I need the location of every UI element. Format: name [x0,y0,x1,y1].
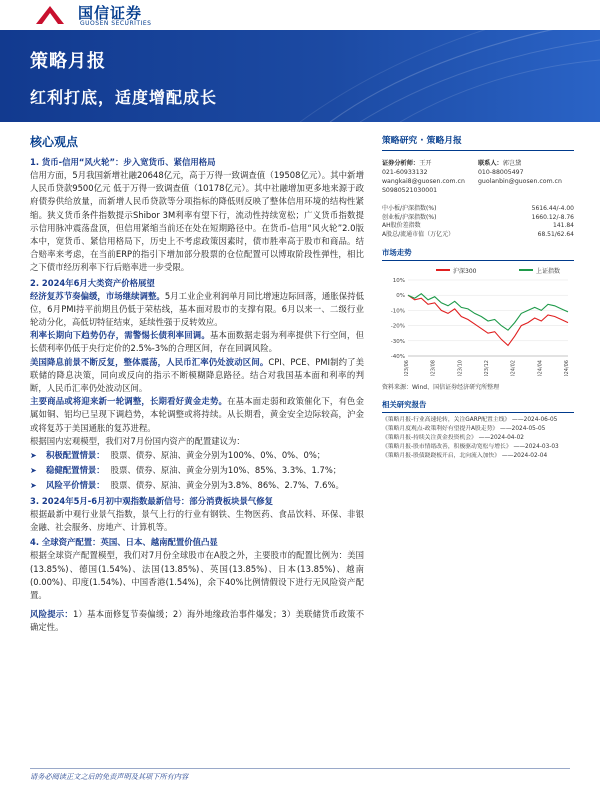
analyst-label: 证券分析师： [382,160,420,167]
series-line-0 [408,296,568,346]
related-report-link[interactable]: 《策略月报-行业高速轮转，关注GARP配置主线》 ——2024-06-05 [382,417,558,424]
subheading: 1. 货币-信用“风火轮”：步入宽货币、紧信用格局 [30,157,216,167]
logo-english: GUOSEN SECURITIES [80,20,152,27]
x-tick-label: 2023/08 [430,360,437,377]
index-name: 创业板/沪深指数(%) [382,213,437,221]
report-type: 策略月报 [30,51,106,72]
line-chart [382,276,574,376]
contact-label: 联系人： [478,160,503,167]
paragraph [30,329,364,355]
y-tick-label: -20% [390,323,405,330]
paragraph [30,508,364,534]
index-row [382,205,574,214]
allocation-label: 积极配置情景： [46,450,105,461]
y-tick-label: -10% [390,308,405,315]
y-tick-label: -30% [390,339,405,346]
report-title: 红利打底，适度增配成长 [30,88,218,107]
legend-swatch [436,269,450,271]
x-tick-label: 2023/12 [484,360,490,377]
contact-phone: 010-88005497 [478,169,524,176]
allocation-list [30,448,364,493]
index-row [382,222,574,231]
paragraph-text: 5月工业企业利润单月同比增速边际回落，通胀保持低位，6月PMI持平前期且仍低于荣枯线，基本面对股市的支撑有限。6月以来一、二级行业轮动分化，高低切特征结束，延续性强于反转效应。 [30,290,365,328]
chart-legend [382,264,574,276]
contact-name: 郭岂黛 [502,160,522,167]
footer-divider [30,768,570,769]
paragraph [30,169,364,275]
y-tick-label: 10% [392,278,405,285]
paragraph-text: CPI、PCE、PMI制约了美联储的降息决策，同向或反向的指示不断模糊降息路径。结合对我国基本面和利率的判断，人民币汇率仍处波动区间。 [30,356,364,394]
content-blocks-2 [30,495,364,602]
contact-email[interactable]: guolanbin@guosen.com.cn [478,178,562,185]
analyst-phone: 021-60933132 [382,169,428,176]
paragraph-lead: 经济复苏节奏偏缓，市场继续调整。 [30,290,165,301]
market-title: 市场走势 [382,247,574,261]
paragraph-text: 根据国内宏观模型，我们对7月份国内资产的配置建议为： [30,435,245,446]
section-title: 核心观点 [30,135,79,149]
arrow-right-icon: ➤ [30,451,37,461]
arrow-right-icon: ➤ [30,466,37,476]
x-tick-label: 2024/04 [537,360,544,377]
related-list [382,416,574,461]
related-report-link[interactable]: 《策略月报-股债跷跷板开启，北向流入加快》 ——2024-02-04 [382,453,548,460]
index-value: 141.84 [553,222,574,230]
index-table [382,205,574,239]
chart-source: 资料来源：Wind、国信证券经济研究所整理 [382,384,500,392]
logo-text: 国信证券 [78,4,143,22]
paragraph-text: 基本面数据走弱为利率提供下行空间，但长债利率仍低于央行定价的2.5%-3%的合理区间，存在回调风险。 [30,330,365,354]
legend-label: 上证指数 [535,267,560,275]
paragraph-text: 信用方面，5月我国新增社融20648亿元，高于万得一致调查值（19508亿元）。其中新增人民币贷款9500亿元 低于万得一致调查值（10178亿元）。其中社融增加更多地来源于政府债券供给放量，而新增人民币贷款等分项指标的降低则反映了整体信用环境的结构性紧缩。狭义货币条件指数提示Shibor 3M利率有望下行，流动性持续宽松；广义货币指数提示信用脉冲震荡盘顶，但信用紧缩当前还在处在短期路径中。在货币-信用“风火轮”2.0版本中，宽货币、紧信用格局下，历史上不考虑政策因素时，债市胜率高于股市和商品。结合赔率来考虑，在当前ERP的指引下增加部分股票的仓位配置可以博取阶段性弹性，相比之下债市经历利率下行后赔率进一步受限。 [30,170,364,273]
allocation-item [30,478,364,493]
subheading: 2. 2024年6月大类资产价格展望 [30,277,155,288]
allocation-item [30,448,364,463]
paragraph [30,435,364,448]
paragraph-text: 在基本面走弱和政策催化下，有色金属如铜、铝均已呈现下调趋势，本轮调整或将持续。从长期看，黄金安全边际较高，沪金或将复苏于美国通胀的复苏进程。 [30,396,365,433]
x-tick-label: 2023/10 [457,360,464,377]
allocation-label: 稳健配置情景： [46,465,105,476]
allocation-item [30,463,364,478]
analyst-name: 王开 [419,160,432,167]
banner-decoration [0,30,600,122]
allocation-text: 股票、债券、原油、黄金分别为100%、0%、0%、0%； [110,450,326,461]
x-tick-label: 2023/06 [404,360,410,377]
paragraph [30,549,364,602]
legend-item-hs300 [436,266,476,275]
related-report-link[interactable]: 《策略月报-持续关注黄金投资机会》 ——2024-04-02 [382,435,524,442]
allocation-text: 股票、债券、原油、黄金分别为3.8%、86%、2.7%、7.6%。 [110,480,344,491]
analyst-1 [382,159,478,195]
title-banner [0,30,600,122]
y-tick-label: 0% [396,293,405,300]
core-views [30,133,364,635]
index-row [382,214,574,223]
paragraph [30,395,364,435]
subheading: 4. 全球资产配置：英国、日本、越南配置价值凸显 [30,537,218,548]
risk-label: 风险提示： [30,609,73,620]
index-name: 中小板/沪深指数(%) [382,205,437,212]
analyst-info [382,159,574,195]
analyst-cert: S0980521030001 [382,187,438,194]
x-tick-label: 2024/02 [510,360,517,377]
related-title: 相关研究报告 [382,399,574,413]
paragraph-text: 根据最新中观行业景气指数，景气上行的行业有钢铁、生物医药、食品饮料、环保、非银金融、社会服务、房地产、计算机等。 [30,509,364,533]
paragraph-lead: 利率长期向下趋势仍存，需警惕长债利率回调。 [30,330,210,341]
paragraph-lead: 主要商品或将迎来新一轮调整，长期看好黄金走势。 [30,396,228,407]
x-tick-label: 2024/06 [564,360,570,377]
index-row [382,231,574,240]
arrow-right-icon: ➤ [30,481,37,491]
index-name: A股总/流通市值（万亿元） [382,230,455,238]
index-value: 1660.12/-8.76 [531,213,574,221]
analyst-2 [478,159,574,195]
sidebar-title: 策略研究 · 策略月报 [382,133,574,151]
series-line-1 [408,294,568,331]
legend-item-sh [519,266,560,275]
paragraph [30,290,364,330]
risk-text: 1）基本面修复节奏偏缓；2）海外地缘政治事件爆发；3）美联储货币政策不确定性。 [30,609,365,633]
paragraph-text: 根据全球资产配置模型，我们对7月份全球股市在A股之外，主要股市的配置比例为：美国(13.85%)、德国(1.54%)、法国(13.85%)、英国(13.85%)、日本(13.85%)、越南(0.00%)、印度(1.54%)、中国香港(1.54%)，余下40%比例情假设下进行无风险资产配置。 [30,550,364,601]
related-report-link[interactable]: 《策略月度观点-政策利好有望提升A股走势》 ——2024-05-05 [382,426,546,433]
index-value: 68.51/62.64 [537,230,574,238]
legend-label: 沪深300 [453,267,477,275]
content-blocks [30,156,364,448]
sidebar [382,133,574,461]
guosen-logo-icon [30,4,70,26]
allocation-label: 风险平价情景： [46,480,105,491]
related-report-link[interactable]: 《策略月报-股市情绪改善，积极驱动宽松与增长》 ——2024-03-03 [382,444,559,451]
paragraph [30,356,364,396]
subheading: 3. 2024年5月-6月初中观指数最新信号：部分消费板块景气修复 [30,496,273,507]
y-tick-label: -40% [390,354,405,361]
top-bar [0,0,600,30]
market-chart [382,264,574,380]
index-value: 5616.44/-4.00 [531,205,574,212]
paragraph-lead: 美国降息前景不断反复，整体震荡，人民币汇率仍处波动区间。 [30,356,269,367]
analyst-email[interactable]: wangkai8@guosen.com.cn [382,178,465,185]
index-name: AH股价差指数 [382,222,421,230]
allocation-text: 股票、债券、原油、黄金分别为10%、85%、3.3%、1.7%； [110,465,342,476]
legend-swatch [519,269,533,271]
risk-warning [30,608,364,634]
footer-disclaimer: 请务必阅读正文之后的免责声明及其项下所有内容 [30,772,189,781]
